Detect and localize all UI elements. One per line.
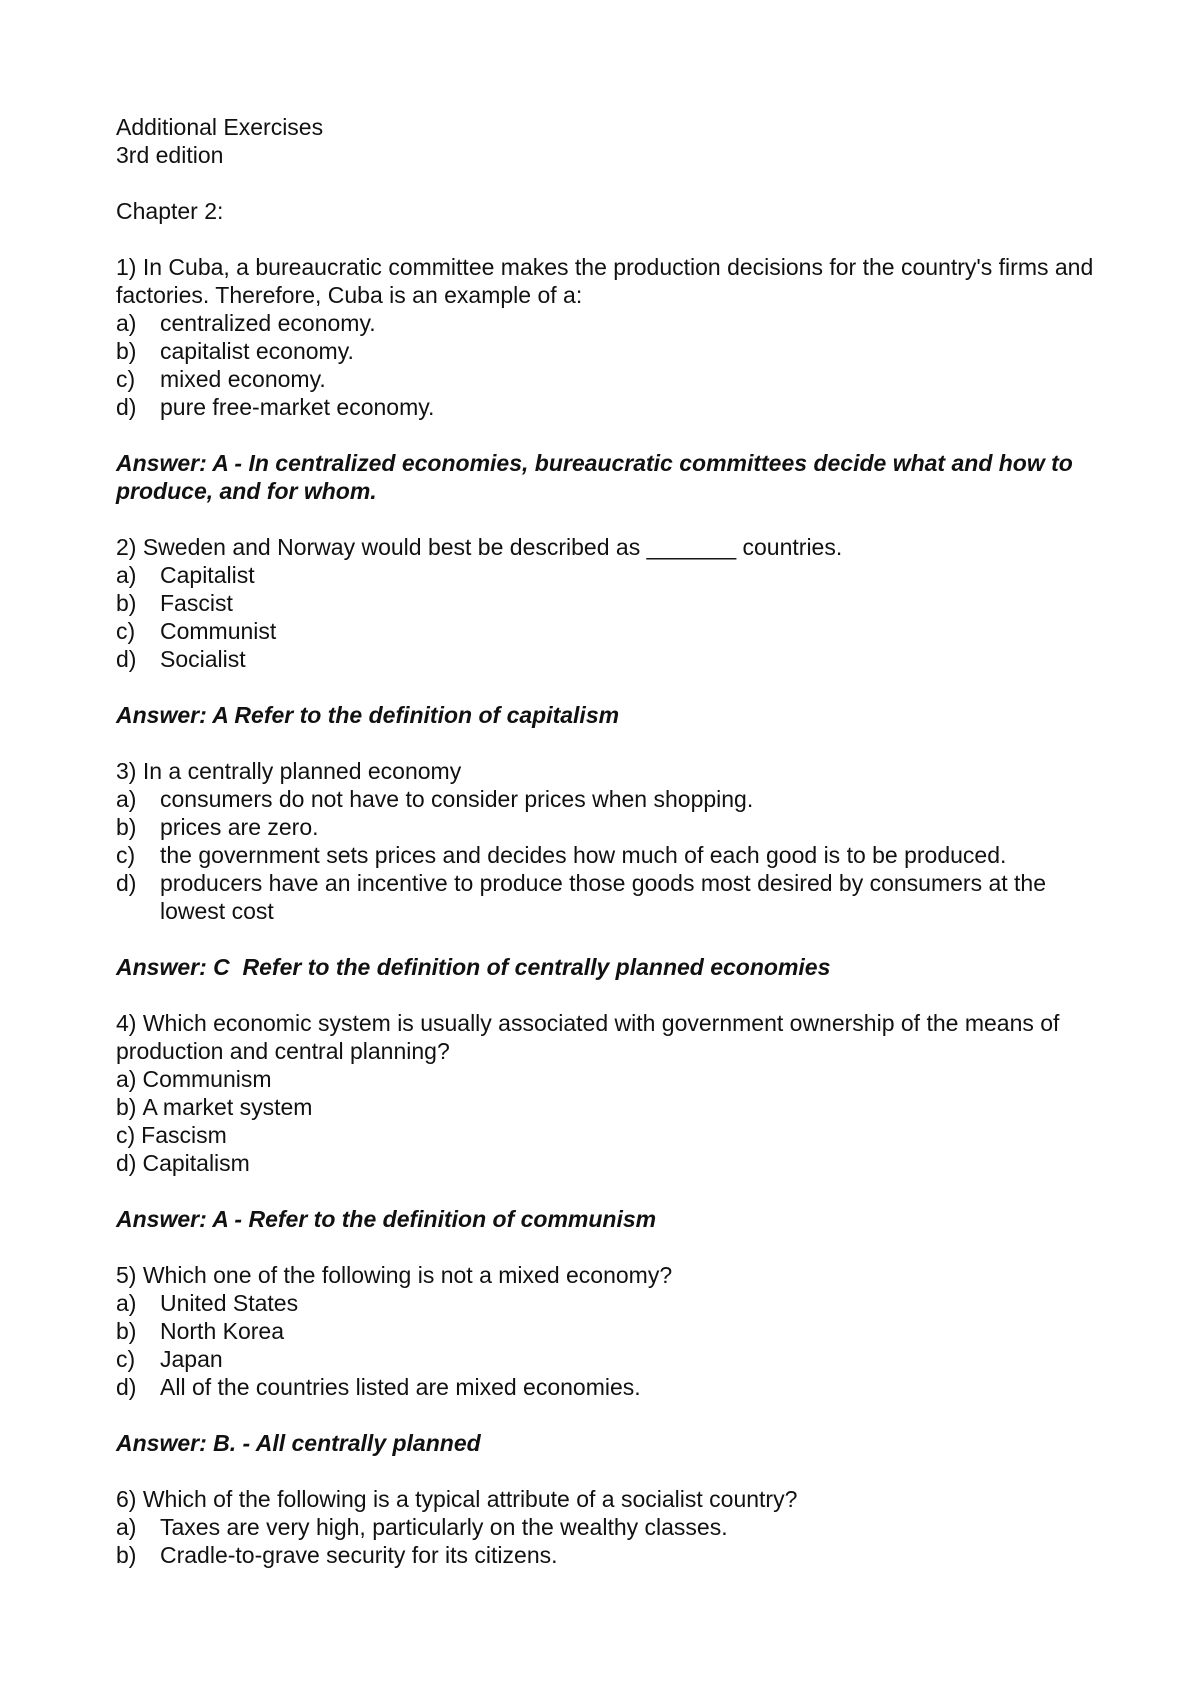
option-letter: b)	[116, 814, 137, 840]
question-stem: 4) Which economic system is usually associated with government ownership of the means of production and central planning?	[116, 1010, 1066, 1064]
option-c	[116, 365, 1116, 393]
option-letter: c)	[116, 1122, 136, 1148]
option-text: North Korea	[160, 1318, 285, 1344]
spacer	[116, 1401, 1116, 1429]
document-page	[116, 113, 1116, 1569]
option-letter: c)	[116, 366, 136, 392]
option-a	[116, 1513, 1116, 1541]
spacer	[116, 505, 1116, 533]
question-2	[116, 533, 1116, 757]
option-a	[116, 1289, 1116, 1317]
question-stem: 5) Which one of the following is not a mixed economy?	[116, 1262, 673, 1288]
question-stem: 6) Which of the following is a typical attribute of a socialist country?	[116, 1486, 798, 1512]
option-text: Fascism	[141, 1122, 227, 1148]
option-text: Japan	[160, 1346, 223, 1372]
spacer	[116, 169, 1116, 197]
option-text: pure free-market economy.	[160, 394, 435, 420]
option-letter: a)	[116, 786, 137, 812]
option-text: mixed economy.	[160, 366, 326, 392]
option-letter: d)	[116, 870, 137, 896]
option-text: prices are zero.	[160, 814, 319, 840]
option-letter: b)	[116, 1542, 137, 1568]
option-c	[116, 841, 1116, 869]
option-b	[116, 337, 1116, 365]
option-b	[116, 1541, 1116, 1569]
option-text: Communism	[142, 1066, 272, 1092]
spacer	[116, 981, 1116, 1009]
option-letter: c)	[116, 1346, 136, 1372]
question-4	[116, 1009, 1116, 1261]
option-b	[116, 589, 1116, 617]
spacer	[116, 729, 1116, 757]
option-text: the government sets prices and decides how much of each good is to be produced.	[160, 842, 1007, 868]
option-letter: a)	[116, 562, 137, 588]
spacer	[116, 1457, 1116, 1485]
option-a	[116, 1065, 1116, 1093]
option-text: capitalist economy.	[160, 338, 354, 364]
option-text: All of the countries listed are mixed economies.	[160, 1374, 641, 1400]
option-a	[116, 561, 1116, 589]
option-text: centralized economy.	[160, 310, 376, 336]
option-text: Communist	[160, 618, 277, 644]
option-letter: d)	[116, 646, 137, 672]
question-6	[116, 1485, 1116, 1569]
edition-label: 3rd edition	[116, 142, 224, 168]
answer-text: Answer: C Refer to the definition of centrally planned economies	[116, 954, 831, 980]
option-text: Cradle-to-grave security for its citizens.	[160, 1542, 558, 1568]
question-stem: 3) In a centrally planned economy	[116, 758, 462, 784]
option-letter: c)	[116, 618, 136, 644]
answer-text: Answer: A - In centralized economies, bureaucratic committees decide what and how to produce, and for whom.	[116, 450, 1080, 504]
option-letter: d)	[116, 1374, 137, 1400]
answer-text: Answer: A Refer to the definition of capitalism	[116, 702, 620, 728]
option-b	[116, 1317, 1116, 1345]
option-letter: b)	[116, 338, 137, 364]
option-letter: b)	[116, 590, 137, 616]
option-letter: c)	[116, 842, 136, 868]
option-text: consumers do not have to consider prices when shopping.	[160, 786, 754, 812]
question-stem: 1) In Cuba, a bureaucratic committee makes the production decisions for the country's firms and factories. Therefore, Cuba is an example of a:	[116, 254, 1100, 308]
spacer	[116, 225, 1116, 253]
option-letter: b)	[116, 1318, 137, 1344]
option-a	[116, 785, 1116, 813]
option-letter: a)	[116, 1290, 137, 1316]
option-d	[116, 1149, 1116, 1177]
option-text: Fascist	[160, 590, 233, 616]
spacer	[116, 421, 1116, 449]
option-text: Capitalist	[160, 562, 255, 588]
answer-text: Answer: A - Refer to the definition of communism	[116, 1206, 657, 1232]
option-letter: a)	[116, 310, 137, 336]
option-text: United States	[160, 1290, 299, 1316]
option-text: producers have an incentive to produce those goods most desired by consumers at the lowest cost	[160, 870, 1047, 924]
option-d	[116, 393, 1116, 421]
option-d	[116, 1373, 1116, 1401]
question-stem: 2) Sweden and Norway would best be described as _______ countries.	[116, 534, 843, 560]
option-text: Socialist	[160, 646, 246, 672]
option-b	[116, 813, 1116, 841]
option-letter: b)	[116, 1094, 137, 1120]
option-c	[116, 1345, 1116, 1373]
option-text: Taxes are very high, particularly on the wealthy classes.	[160, 1514, 728, 1540]
spacer	[116, 925, 1116, 953]
spacer	[116, 1233, 1116, 1261]
question-5	[116, 1261, 1116, 1485]
option-c	[116, 1121, 1116, 1149]
option-text: A market system	[142, 1094, 313, 1120]
spacer	[116, 673, 1116, 701]
option-d	[116, 869, 1116, 925]
answer-text: Answer: B. - All centrally planned	[116, 1430, 481, 1456]
question-1	[116, 253, 1116, 533]
option-c	[116, 617, 1116, 645]
option-letter: d)	[116, 1150, 137, 1176]
option-letter: a)	[116, 1066, 137, 1092]
option-b	[116, 1093, 1116, 1121]
chapter-heading: Chapter 2:	[116, 198, 224, 224]
option-d	[116, 645, 1116, 673]
question-3	[116, 757, 1116, 1009]
option-text: Capitalism	[142, 1150, 250, 1176]
option-letter: a)	[116, 1514, 137, 1540]
spacer	[116, 1177, 1116, 1205]
document-title: Additional Exercises	[116, 114, 324, 140]
option-a	[116, 309, 1116, 337]
option-letter: d)	[116, 394, 137, 420]
